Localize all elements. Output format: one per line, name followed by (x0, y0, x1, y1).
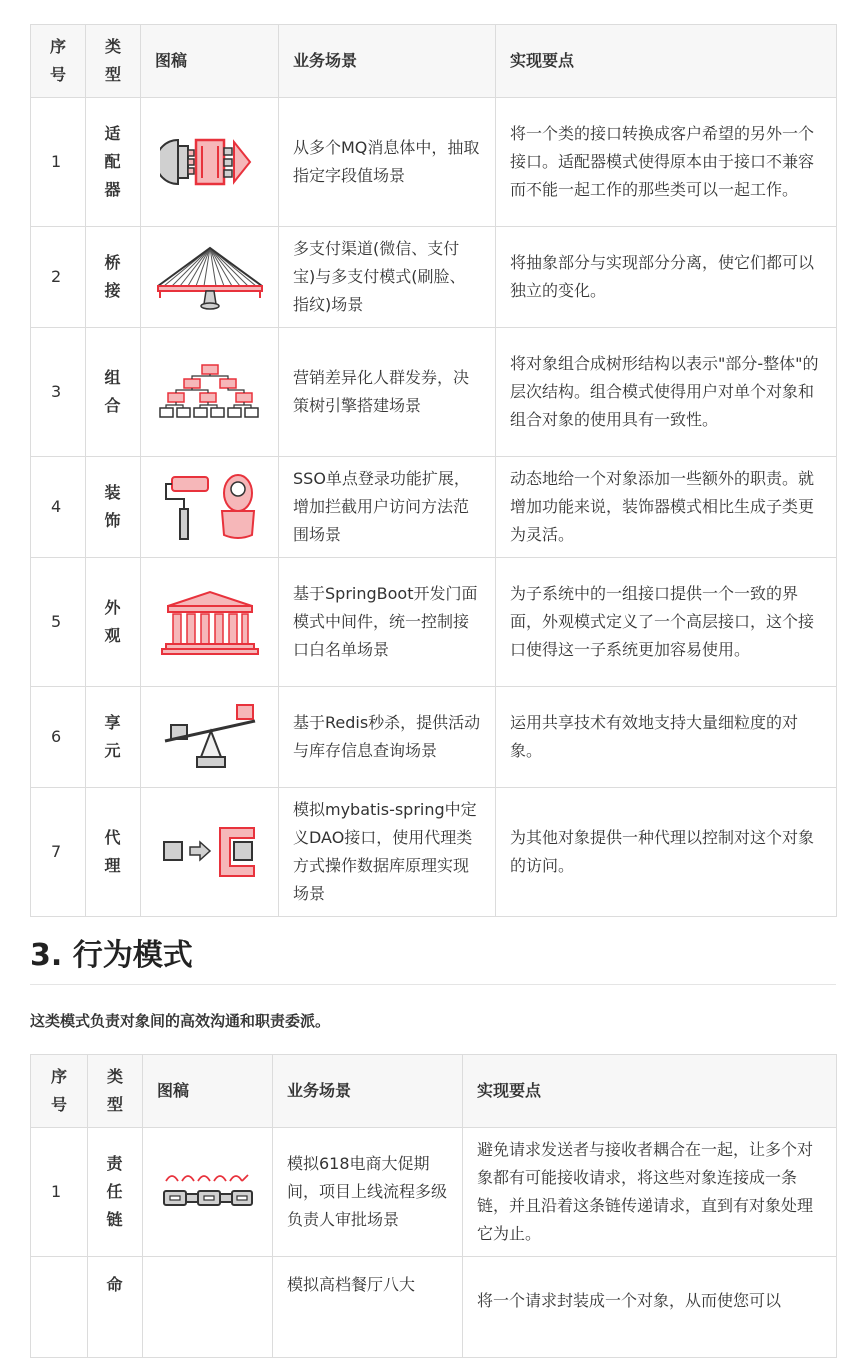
header-icon: 图稿 (141, 25, 279, 98)
row-type: 命 (88, 1257, 143, 1358)
row-points: 将对象组合成树形结构以表示"部分-整体"的层次结构。组合模式使得用户对单个对象和组合对象的使用具有一致性。 (496, 328, 837, 457)
header-type: 类 型 (88, 1055, 143, 1128)
table-row (31, 328, 837, 457)
row-icon-cell (141, 788, 279, 917)
row-icon-cell (143, 1128, 273, 1257)
header-points: 实现要点 (463, 1055, 837, 1128)
chain-of-responsibility-icon (162, 1169, 254, 1215)
header-num: 序 号 (31, 1055, 88, 1128)
row-icon-cell (143, 1257, 273, 1358)
header-type: 类 型 (86, 25, 141, 98)
table-row (31, 227, 837, 328)
table-row (31, 1257, 837, 1358)
behavioral-patterns-table (30, 1054, 837, 1358)
adapter-icon (160, 132, 260, 192)
row-num (31, 1257, 88, 1358)
bridge-icon (154, 242, 266, 312)
row-points: 避免请求发送者与接收者耦合在一起，让多个对象都有可能接收请求，将这些对象连接成一条链，并且沿着这条链传递请求，直到有对象处理它为止。 (463, 1128, 837, 1257)
row-icon-cell (141, 227, 279, 328)
header-points: 实现要点 (496, 25, 837, 98)
row-icon-cell (141, 98, 279, 227)
row-type: 享 元 (86, 687, 141, 788)
facade-building-icon (160, 588, 260, 656)
row-type: 外 观 (86, 558, 141, 687)
table-row (31, 687, 837, 788)
row-scenario: 模拟高档餐厅八大 (273, 1257, 463, 1358)
row-type: 责 任 链 (88, 1128, 143, 1257)
row-points: 运用共享技术有效地支持大量细粒度的对象。 (496, 687, 837, 788)
table-header-row (31, 1055, 837, 1128)
table-row (31, 98, 837, 227)
section-description: 这类模式负责对象间的高效沟通和职责委派。 (30, 1012, 331, 1030)
table-row (31, 457, 837, 558)
row-icon-cell (141, 328, 279, 457)
row-num: 4 (31, 457, 86, 558)
row-type: 适 配 器 (86, 98, 141, 227)
row-type: 装 饰 (86, 457, 141, 558)
flyweight-seesaw-icon (161, 701, 259, 773)
proxy-icon (162, 824, 258, 880)
row-points: 动态地给一个对象添加一些额外的职责。就增加功能来说，装饰器模式相比生成子类更为灵活。 (496, 457, 837, 558)
header-scenario: 业务场景 (273, 1055, 463, 1128)
decorator-paint-roller-icon (162, 471, 258, 543)
row-scenario: 基于Redis秒杀，提供活动与库存信息查询场景 (279, 687, 496, 788)
row-icon-cell (141, 457, 279, 558)
row-scenario: SSO单点登录功能扩展，增加拦截用户访问方法范围场景 (279, 457, 496, 558)
row-scenario: 从多个MQ消息体中，抽取指定字段值场景 (279, 98, 496, 227)
row-num: 1 (31, 98, 86, 227)
header-scenario: 业务场景 (279, 25, 496, 98)
table-row (31, 558, 837, 687)
row-icon-cell (141, 687, 279, 788)
structural-patterns-table (30, 24, 837, 917)
row-scenario: 营销差异化人群发券，决策树引擎搭建场景 (279, 328, 496, 457)
row-scenario: 模拟mybatis-spring中定义DAO接口，使用代理类方式操作数据库原理实现场景 (279, 788, 496, 917)
row-type: 代 理 (86, 788, 141, 917)
row-points: 将一个请求封装成一个对象，从而使您可以 (463, 1257, 837, 1358)
row-points: 将一个类的接口转换成客户希望的另外一个接口。适配器模式使得原本由于接口不兼容而不能一起工作的那些类可以一起工作。 (496, 98, 837, 227)
row-scenario: 多支付渠道(微信、支付宝)与多支付模式(刷脸、指纹)场景 (279, 227, 496, 328)
row-num: 3 (31, 328, 86, 457)
row-scenario: 模拟618电商大促期间，项目上线流程多级负责人审批场景 (273, 1128, 463, 1257)
row-scenario: 基于SpringBoot开发门面模式中间件，统一控制接口白名单场景 (279, 558, 496, 687)
row-num: 1 (31, 1128, 88, 1257)
table-header-row (31, 25, 837, 98)
row-type: 桥 接 (86, 227, 141, 328)
row-num: 6 (31, 687, 86, 788)
row-points: 为子系统中的一组接口提供一个一致的界面，外观模式定义了一个高层接口，这个接口使得这一子系统更加容易使用。 (496, 558, 837, 687)
row-icon-cell (141, 558, 279, 687)
header-num: 序 号 (31, 25, 86, 98)
section-heading: 3. 行为模式 (30, 938, 836, 985)
composite-tree-icon (158, 363, 262, 421)
row-num: 5 (31, 558, 86, 687)
table-row (31, 1128, 837, 1257)
row-num: 2 (31, 227, 86, 328)
row-num: 7 (31, 788, 86, 917)
row-type: 组 合 (86, 328, 141, 457)
row-points: 将抽象部分与实现部分分离，使它们都可以独立的变化。 (496, 227, 837, 328)
row-points: 为其他对象提供一种代理以控制对这个对象的访问。 (496, 788, 837, 917)
header-icon: 图稿 (143, 1055, 273, 1128)
table-row (31, 788, 837, 917)
